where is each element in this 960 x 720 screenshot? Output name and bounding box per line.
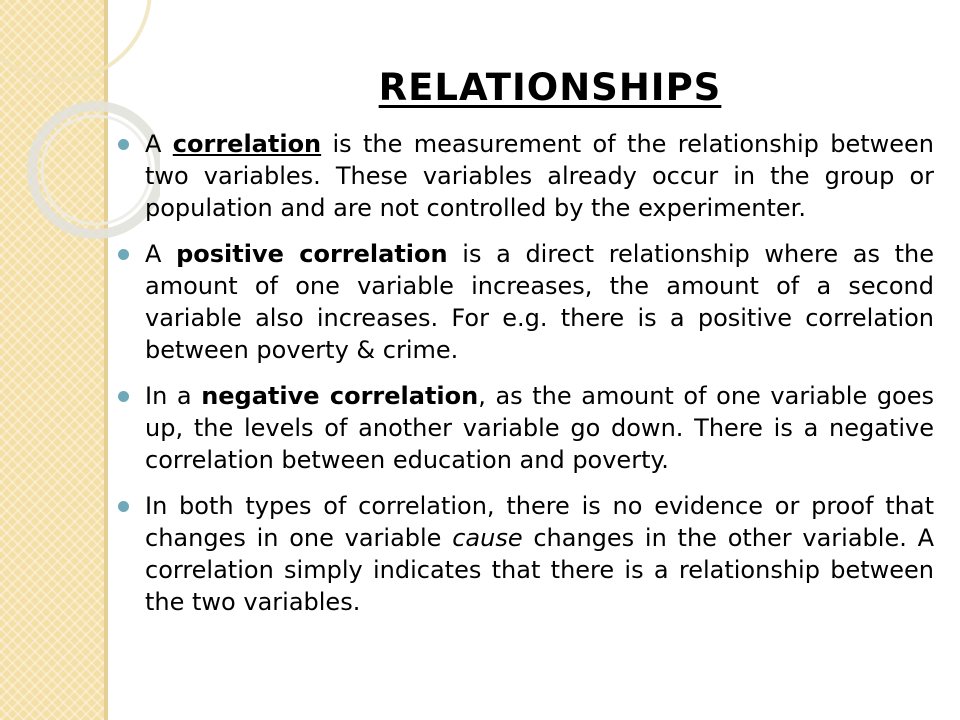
bullet-text-pre: In both types of correlation, there is no evidence or proof that changes in one variable — [145, 492, 934, 552]
bullet-text-post: is a direct relationship where as the amount of one variable increases, the amount of a second variable also increases. For e.g. there is a positive correlation between poverty & crime. — [145, 240, 935, 364]
term-positive-correlation: positive correlation — [176, 240, 448, 268]
bullet-dot-icon — [118, 391, 129, 402]
bullet-dot-icon — [118, 249, 129, 260]
term-negative-correlation: negative correlation — [201, 382, 479, 410]
bullet-dot-icon — [118, 501, 129, 512]
bullet-negative-correlation — [118, 380, 934, 476]
bullet-correlation-definition — [118, 128, 934, 224]
bullet-text-post: is the measurement of the relationship between two variables. These variables already occur in the group or population and are not controlled by the experimenter. — [145, 130, 934, 222]
bullet-text-pre: In a — [145, 382, 202, 410]
bullet-text-pre: A — [145, 130, 173, 158]
slide-title: RELATIONSHIPS — [378, 66, 722, 109]
bullet-causation-note — [118, 490, 934, 618]
bullet-text-pre: A — [145, 240, 177, 268]
term-correlation: correlation — [172, 130, 322, 158]
bullet-positive-correlation — [118, 238, 934, 366]
bullet-text-post: changes in the other variable. A correlation simply indicates that there is a relationship between the two variables. — [145, 524, 935, 616]
bullet-dot-icon — [118, 139, 129, 150]
bullet-text-post: , as the amount of one variable goes up, the levels of another variable go down. There is a negative correlation between education and poverty. — [145, 382, 935, 474]
term-cause: cause — [452, 524, 523, 552]
bullet-list — [118, 128, 934, 632]
